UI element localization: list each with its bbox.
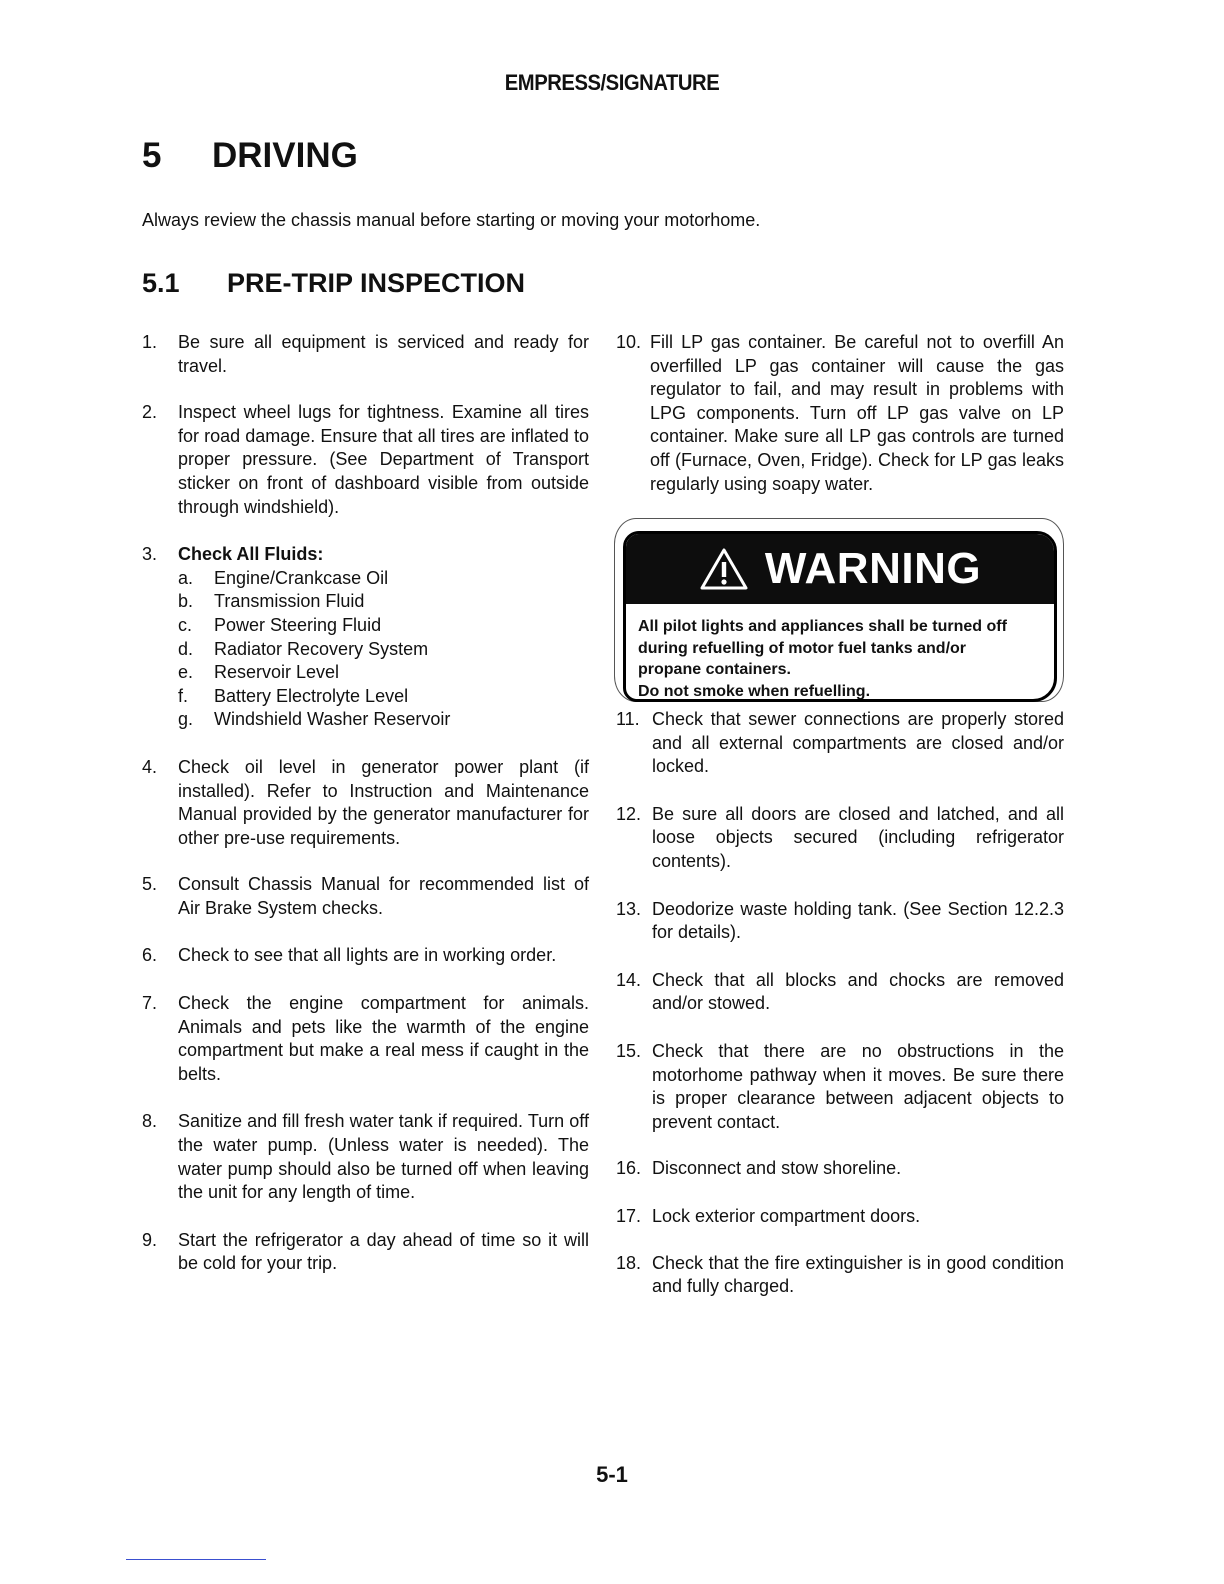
list-item: [616, 1040, 1064, 1134]
list-item: [616, 969, 1064, 1016]
sublist-item: [178, 614, 589, 638]
list-item: [142, 543, 589, 732]
warning-line: propane containers.: [638, 661, 791, 678]
section-heading: [142, 268, 525, 299]
sub-letter: f.: [178, 685, 189, 706]
sublist-item: [178, 590, 589, 614]
item-number: 8.: [142, 1111, 158, 1132]
item-text: Check that there are no obstructions in the motorhome pathway when it moves. Be sure there is proper clearance between adjacent objects to prevent contact.: [652, 1040, 1064, 1132]
sub-letter: c.: [178, 614, 193, 635]
warning-line: Do not smoke when refuelling.: [638, 682, 871, 700]
warning-line: All pilot lights and appliances shall be turned off: [638, 618, 1007, 635]
list-item: [616, 803, 1064, 874]
item-number: 18.: [616, 1252, 642, 1273]
right-column-top: [616, 331, 1064, 496]
item-text: Check oil level in generator power plant (if installed). Refer to Instruction and Maintenance Manual provided by the generator manufacturer for other pre-use requirements.: [178, 756, 589, 848]
chapter-heading: [142, 136, 358, 176]
warning-label-frame: [614, 518, 1064, 702]
item-text: Lock exterior compartment doors.: [652, 1205, 921, 1226]
item-text: Check All Fluids:: [178, 544, 324, 565]
item-number: 7.: [142, 993, 158, 1014]
list-item: [616, 708, 1064, 779]
sublist-item: [178, 567, 589, 591]
sublist-item: [178, 661, 589, 685]
item-text: Check that sewer connections are properly stored and all external compartments are closed and/or locked.: [652, 709, 1064, 777]
item-number: 9.: [142, 1229, 158, 1250]
item-text: Start the refrigerator a day ahead of time so it will be cold for your trip.: [178, 1229, 589, 1274]
item-text: Fill LP gas container. Be careful not to overfill An overfilled LP gas container will cause the gas regulator to fail, and may result in problems with LPG components. Turn off LP gas valve on LP container. Make sure all LP gas controls are turned off (Furnace, Oven, Fridge). Check for LP gas leaks regularly using soapy water.: [650, 332, 1064, 494]
item-text: Check that the fire extinguisher is in good condition and fully charged.: [652, 1252, 1064, 1297]
item-number: 17.: [616, 1205, 642, 1226]
sub-text: Transmission Fluid: [214, 591, 365, 612]
item-number: 1.: [142, 332, 158, 352]
item-number: 14.: [616, 969, 642, 990]
item-number: 16.: [616, 1158, 642, 1179]
running-head: EMPRESS/SIGNATURE: [504, 70, 720, 95]
warning-line: during refuelling of motor fuel tanks and/or: [638, 639, 967, 657]
sub-letter: b.: [178, 591, 194, 612]
sub-letter: g.: [178, 709, 194, 730]
page-number: 5-1: [596, 1462, 628, 1487]
warning-message: [626, 604, 1054, 702]
list-item: [142, 992, 589, 1086]
list-item: [616, 331, 1064, 496]
section-number: 5.1: [142, 268, 180, 298]
list-item: [142, 1229, 589, 1276]
left-column: [142, 331, 589, 1276]
item-number: 10.: [616, 332, 642, 352]
list-item: [142, 756, 589, 850]
list-item: [142, 1110, 589, 1204]
sublist-item: [178, 685, 589, 709]
item-number: 15.: [616, 1040, 642, 1061]
sublist-item: [178, 708, 589, 732]
item-number: 6.: [142, 945, 158, 966]
warning-triangle-icon: [699, 547, 749, 591]
list-item: [616, 1157, 1064, 1181]
item-text: Disconnect and stow shoreline.: [652, 1158, 902, 1179]
item-number: 13.: [616, 898, 642, 919]
item-text: Check to see that all lights are in working order.: [178, 945, 557, 966]
item-text: Consult Chassis Manual for recommended list of Air Brake System checks.: [178, 874, 589, 918]
sub-text: Battery Electrolyte Level: [214, 685, 409, 706]
list-item: [142, 331, 589, 378]
warning-header: [626, 534, 1054, 604]
item-text: Deodorize waste holding tank. (See Section 12.2.3 for details).: [652, 898, 1064, 943]
sub-letter: a.: [178, 567, 194, 588]
scan-artifact-line: [126, 1559, 266, 1560]
sub-text: Reservoir Level: [214, 662, 340, 683]
item-text: Inspect wheel lugs for tightness. Examine all tires for road damage. Ensure that all tires are inflated to proper pressure. (See Department of Transport sticker on front of dashboard visible from outside through windshield).: [178, 402, 589, 517]
sublist-item: [178, 638, 589, 662]
item-number: 12.: [616, 803, 642, 824]
item-number: 11.: [616, 709, 640, 729]
item-text: Check the engine compartment for animals. Animals and pets like the warmth of the engine compartment but make a real mess if caught in the belts.: [178, 993, 589, 1084]
sub-text: Power Steering Fluid: [214, 614, 382, 635]
sub-letter: e.: [178, 662, 194, 683]
warning-label: [623, 531, 1057, 702]
fluids-sublist: [178, 567, 589, 732]
section-title: PRE-TRIP INSPECTION: [227, 268, 526, 298]
chapter-title: DRIVING: [212, 136, 358, 175]
item-number: 3.: [142, 544, 158, 565]
item-text: Be sure all doors are closed and latched, and all loose objects secured (including refrigerator contents).: [652, 803, 1064, 871]
right-column-bottom: [616, 708, 1064, 1299]
sub-text: Radiator Recovery System: [214, 638, 429, 659]
item-text: Sanitize and fill fresh water tank if required. Turn off the water pump. (Unless water is needed). The water pump should also be turned off when leaving the unit for any length of time.: [178, 1111, 589, 1203]
list-item: [142, 944, 589, 968]
intro-text: Always review the chassis manual before starting or moving your motorhome.: [142, 210, 761, 230]
chapter-number: 5: [142, 136, 162, 175]
sub-text: Windshield Washer Reservoir: [214, 709, 451, 730]
sub-letter: d.: [178, 638, 194, 659]
list-item: [142, 873, 589, 920]
list-item: [142, 401, 589, 519]
item-number: 4.: [142, 756, 158, 777]
list-item: [616, 898, 1064, 945]
item-number: 2.: [142, 402, 158, 423]
item-number: 5.: [142, 874, 158, 895]
item-text: Check that all blocks and chocks are removed and/or stowed.: [652, 969, 1064, 1014]
warning-title: WARNING: [764, 544, 982, 593]
list-item: [616, 1252, 1064, 1299]
list-item: [616, 1205, 1064, 1229]
sub-text: Engine/Crankcase Oil: [214, 567, 389, 588]
item-text: Be sure all equipment is serviced and ready for travel.: [178, 332, 589, 376]
